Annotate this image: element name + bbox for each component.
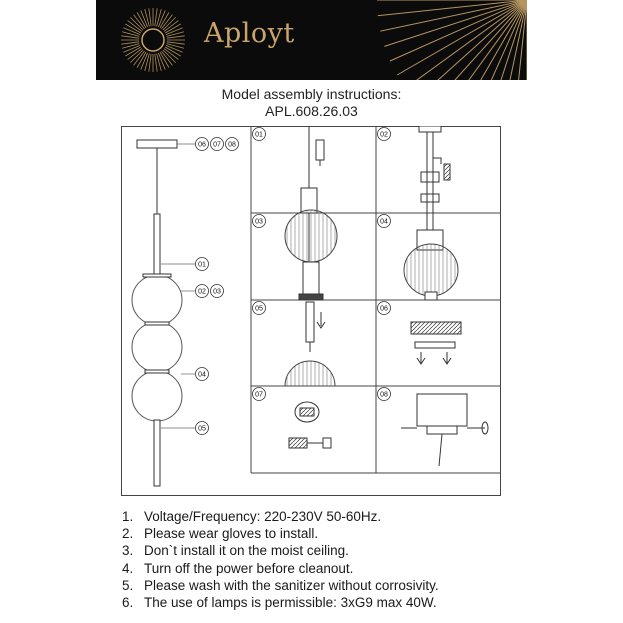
- svg-text:01: 01: [255, 131, 263, 139]
- svg-text:02: 02: [380, 131, 388, 139]
- step-01-drawing: [301, 126, 324, 213]
- brand-banner: [96, 0, 527, 80]
- part-callout: [196, 422, 209, 435]
- note-number: 5.: [122, 577, 134, 593]
- page-title: Model assembly instructions:: [221, 86, 402, 102]
- note-item: [122, 560, 439, 577]
- brand-name: Aployt: [204, 18, 295, 49]
- svg-text:05: 05: [198, 425, 206, 433]
- step-label: [378, 302, 391, 315]
- step-label: [378, 388, 391, 401]
- svg-text:06: 06: [380, 305, 388, 313]
- note-item: [122, 508, 439, 525]
- svg-text:01: 01: [198, 261, 206, 269]
- svg-text:02: 02: [198, 288, 206, 296]
- svg-text:07: 07: [255, 391, 263, 399]
- note-number: 6.: [122, 595, 134, 611]
- step-07-drawing: [289, 402, 331, 448]
- step-04-drawing: [404, 213, 458, 300]
- note-number: 3.: [122, 543, 134, 559]
- note-item: [122, 594, 439, 611]
- note-text: Turn off the power before cleanout.: [144, 560, 354, 576]
- part-callout: [211, 138, 224, 151]
- note-number: 1.: [122, 509, 134, 524]
- step-08-drawing: [401, 394, 488, 466]
- step-03-drawing: [285, 210, 337, 300]
- step-label: [253, 388, 266, 401]
- step-label: [378, 215, 391, 228]
- note-number: 4.: [122, 560, 134, 576]
- svg-text:03: 03: [213, 288, 221, 296]
- svg-text:08: 08: [380, 391, 388, 399]
- note-item: [122, 542, 439, 559]
- part-callout: [196, 368, 209, 381]
- part-callout: [196, 138, 209, 151]
- full-lamp-drawing: [132, 140, 182, 486]
- sunburst-logo-icon: [96, 0, 527, 80]
- part-callout: [196, 258, 209, 271]
- svg-text:08: 08: [228, 141, 236, 149]
- part-callout: [211, 285, 224, 298]
- step-06-drawing: [411, 322, 461, 364]
- model-code: APL.608.26.03: [265, 103, 358, 119]
- note-text: Please wear gloves to install.: [144, 526, 319, 542]
- svg-text:04: 04: [380, 218, 388, 226]
- note-number: 2.: [122, 526, 134, 542]
- note-text: Don`t install it on the moist ceiling.: [144, 543, 349, 559]
- note-item: [122, 525, 439, 542]
- step-label: [253, 302, 266, 315]
- svg-text:07: 07: [213, 141, 221, 149]
- note-text: Please wash with the sanitizer without corrosivity.: [144, 577, 439, 593]
- svg-text:06: 06: [198, 141, 206, 149]
- note-text: Voltage/Frequency: 220-230V 50-60Hz.: [144, 509, 382, 524]
- step-02-drawing: [419, 126, 450, 213]
- note-item: [122, 577, 439, 594]
- svg-text:04: 04: [198, 371, 206, 379]
- part-callout: [226, 138, 239, 151]
- assembly-diagram: [121, 126, 501, 496]
- step-label: [253, 128, 266, 141]
- step-label: [253, 215, 266, 228]
- installation-notes: [122, 508, 439, 611]
- step-label: [378, 128, 391, 141]
- assembly-drawing: [121, 126, 501, 496]
- note-text: The use of lamps is permissible: 3xG9 max 40W.: [144, 595, 437, 611]
- part-callout: [196, 285, 209, 298]
- step-05-drawing: [285, 302, 335, 386]
- svg-text:05: 05: [255, 305, 263, 313]
- svg-text:03: 03: [255, 218, 263, 226]
